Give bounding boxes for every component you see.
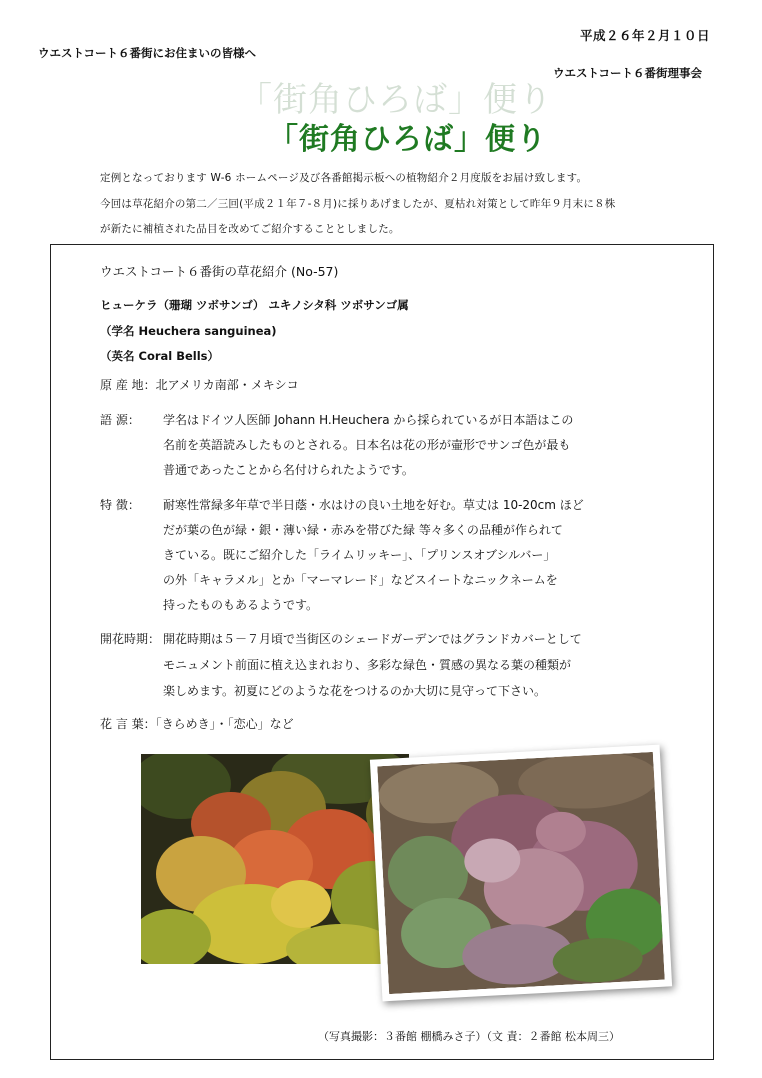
page-title: 「街角ひろば」便り — [268, 122, 547, 157]
heuchera-photo-2 — [370, 745, 672, 1002]
intro-line: 定例となっております W-6 ホームページ及び各番館掲示板への植物紹介２月度版をお届け致します。 — [100, 172, 588, 184]
etymology-line: 名前を英語読みしたものとされる。日本名は花の形が壷形でサンゴ色が最も — [163, 438, 571, 452]
heuchera-photo-1 — [141, 754, 409, 964]
origin-text: 北アメリカ南部・メキシコ — [155, 378, 299, 392]
photo-credit: （写真撮影：３番館 棚橋みさ子）（文 責：２番館 松本周三） — [318, 1030, 620, 1043]
origin-row — [100, 376, 299, 393]
title-shadow: 「街角ひろば」便り — [238, 80, 553, 120]
etymology-line: 学名はドイツ人医師 Johann H.Heuchera から採られているが日本語はこの — [163, 413, 574, 427]
bloom-label: 開花時期： — [100, 632, 161, 646]
plant-name: ヒューケラ（珊瑚 ツボサンゴ） ユキノシタ科 ツボサンゴ属 — [100, 298, 409, 312]
feature-line: だが葉の色が緑・銀・薄い緑・赤みを帯びた緑 等々多くの品種が作られて — [163, 523, 563, 537]
intro-line: 今回は草花紹介の第二／三回(平成２１年７-８月)に採りあげましたが、夏枯れ対策として昨年９月末に８株 — [100, 198, 616, 210]
bloom-line: モニュメント前面に植え込まれおり、多彩な緑色・質感の異なる葉の種類が — [163, 658, 572, 672]
intro-line: が新たに補植された品目を改めてご紹介することとしました。 — [100, 223, 400, 235]
feature-line: きている。既にご紹介した「ライムリッキー」、「プリンスオブシルバー」 — [163, 548, 556, 562]
article-heading: ウエストコート６番街の草花紹介 (No-57) — [100, 264, 339, 279]
etymology-label: 語 源： — [100, 413, 140, 427]
feature-label: 特 徴： — [100, 498, 140, 512]
date: 平成２６年２月１０日 — [580, 28, 711, 43]
scientific-name: （学名 Heuchera sanguinea) — [100, 324, 277, 338]
flower-language-row — [100, 715, 294, 732]
sender: ウエストコート６番街理事会 — [553, 66, 703, 80]
etymology-line: 普通であったことから名付けられたようです。 — [163, 463, 414, 477]
flower-language-label: 花 言 葉： — [100, 717, 156, 731]
origin-label: 原 産 地： — [100, 378, 156, 392]
english-name: （英名 Coral Bells） — [100, 349, 220, 363]
flower-language-text: 「きらめき」・「恋心」など — [155, 717, 294, 731]
bloom-line: 楽しめます。初夏にどのような花をつけるのか大切に見守って下さい。 — [163, 684, 547, 698]
feature-line: 持ったものもあるようです。 — [163, 598, 319, 612]
addressee: ウエストコート６番街にお住まいの皆様へ — [38, 46, 257, 60]
feature-line: 耐寒性常緑多年草で半日蔭・水はけの良い土地を好む。草丈は 10-20cm ほど — [163, 498, 584, 512]
bloom-line: 開花時期は５－７月頃で当街区のシェードガーデンではグランドカバーとして — [163, 632, 582, 646]
feature-line: の外「キャラメル」とか「マーマレード」などスイートなニックネームを — [163, 573, 558, 587]
